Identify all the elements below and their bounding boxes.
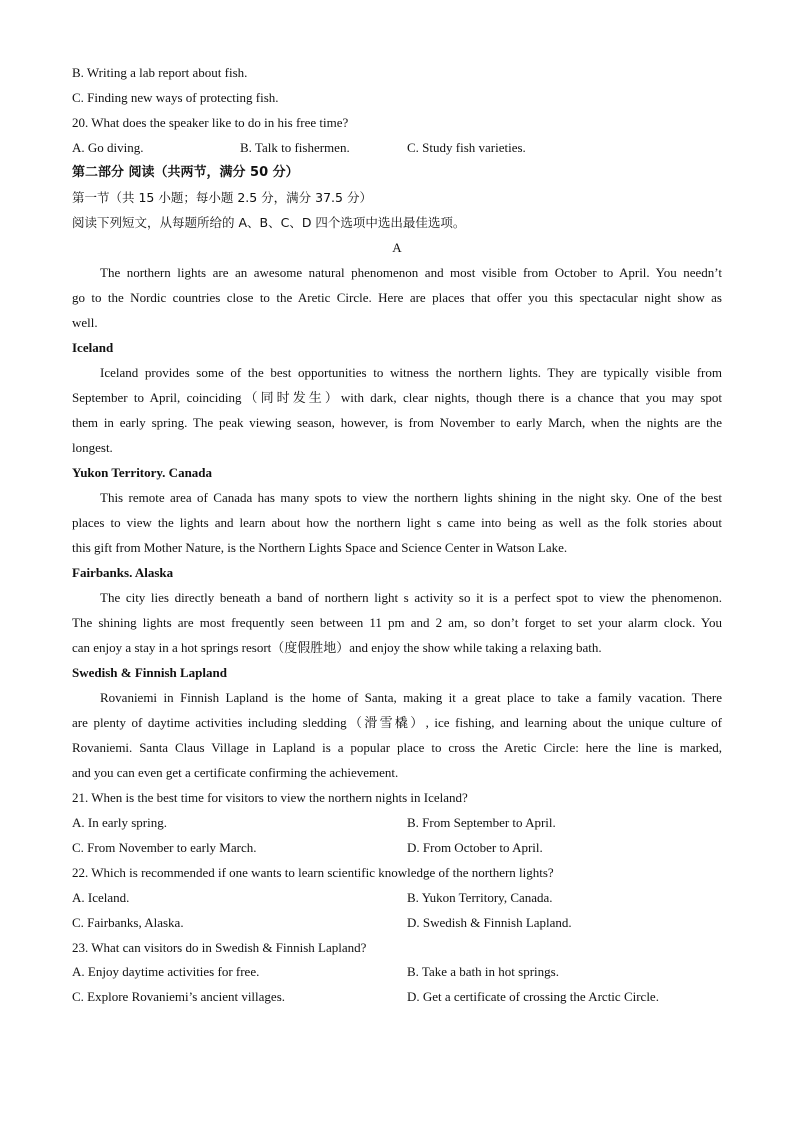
q23-option-d: D. Get a certificate of crossing the Arctic Circle. xyxy=(407,989,659,1004)
q23-option-b: B. Take a bath in hot springs. xyxy=(407,964,559,979)
q21-option-d: D. From October to April. xyxy=(407,840,543,855)
q23-stem: 23. What can visitors do in Swedish & Finnish Lapland? xyxy=(72,940,367,955)
heading-yukon: Yukon Territory. Canada xyxy=(72,465,213,480)
q19-option-b: B. Writing a lab report about fish. xyxy=(72,65,248,80)
q21-option-c: C. From November to early March. xyxy=(72,840,257,855)
passage-letter: A xyxy=(392,240,402,255)
section-title: 第二部分 阅读（共两节，满分 50 分） xyxy=(72,165,299,180)
section-instruction: 阅读下列短文，从每题所给的 A、B、C、D 四个选项中选出最佳选项。 xyxy=(72,215,466,230)
iceland-line-3: them in early spring. The peak viewing season, however, is from November to early March, when the nights are the xyxy=(72,415,722,430)
iceland-line-1: Iceland provides some of the best opportunities to witness the northern lights. They are typically visible from xyxy=(100,365,722,380)
heading-lapland: Swedish & Finnish Lapland xyxy=(72,665,227,680)
yukon-line-2: places to view the lights and learn about how the northern light s came into being as well as the folk stories about xyxy=(72,515,722,530)
section-subtitle: 第一节（共 15 小题；每小题 2.5 分，满分 37.5 分） xyxy=(72,190,372,205)
q22-option-d: D. Swedish & Finnish Lapland. xyxy=(407,915,572,930)
iceland-line-2: September to April, coinciding（同时发生）with dark, clear nights, though there is a chance that you may spot xyxy=(72,390,722,405)
q22-option-c: C. Fairbanks, Alaska. xyxy=(72,915,184,930)
q21-option-b: B. From September to April. xyxy=(407,815,556,830)
q20-option-a: A. Go diving. xyxy=(72,140,144,155)
intro-line-2: go to the Nordic countries close to the Aretic Circle. Here are places that offer you this spectacular night show as xyxy=(72,290,722,305)
intro-line-3: well. xyxy=(72,315,98,330)
lapland-line-1: Rovaniemi in Finnish Lapland is the home of Santa, making it a great place to take a family vacation. There xyxy=(100,690,722,705)
q21-option-a: A. In early spring. xyxy=(72,815,167,830)
q22-stem: 22. Which is recommended if one wants to learn scientific knowledge of the northern lights? xyxy=(72,865,554,880)
fairbanks-line-1: The city lies directly beneath a band of northern light s activity so it is a perfect spot to view the phenomenon. xyxy=(100,590,722,605)
intro-line-1: The northern lights are an awesome natural phenomenon and most visible from October to April. You needn’t xyxy=(100,265,722,280)
fairbanks-line-2: The shining lights are most frequently seen between 11 pm and 2 am, so don’t forget to set your alarm clock. You xyxy=(72,615,722,630)
q23-option-a: A. Enjoy daytime activities for free. xyxy=(72,964,260,979)
q20-option-b: B. Talk to fishermen. xyxy=(240,140,350,155)
fairbanks-line-3: can enjoy a stay in a hot springs resort（度假胜地）and enjoy the show while taking a relaxing bath. xyxy=(72,640,602,655)
q20-stem: 20. What does the speaker like to do in his free time? xyxy=(72,115,349,130)
heading-fairbanks: Fairbanks. Alaska xyxy=(72,565,174,580)
heading-iceland: Iceland xyxy=(72,340,114,355)
yukon-line-1: This remote area of Canada has many spots to view the northern lights shining in the night sky. One of the best xyxy=(100,490,722,505)
lapland-line-4: and you can even get a certificate confirming the achievement. xyxy=(72,765,399,780)
lapland-line-3: Rovaniemi. Santa Claus Village in Lapland is a popular place to cross the Aretic Circle: here the line is marked, xyxy=(72,740,722,755)
q19-option-c: C. Finding new ways of protecting fish. xyxy=(72,90,279,105)
lapland-line-2: are plenty of daytime activities including sledding（滑雪橇）, ice fishing, and learning about the unique culture of xyxy=(72,715,722,730)
q22-option-b: B. Yukon Territory, Canada. xyxy=(407,890,553,905)
q21-stem: 21. When is the best time for visitors to view the northern nights in Iceland? xyxy=(72,790,468,805)
q22-option-a: A. Iceland. xyxy=(72,890,130,905)
q20-option-c: C. Study fish varieties. xyxy=(407,140,526,155)
yukon-line-3: this gift from Mother Nature, is the Northern Lights Space and Science Center in Watson Lake. xyxy=(72,540,568,555)
q23-option-c: C. Explore Rovaniemi’s ancient villages. xyxy=(72,989,286,1004)
iceland-line-4: longest. xyxy=(72,440,113,455)
